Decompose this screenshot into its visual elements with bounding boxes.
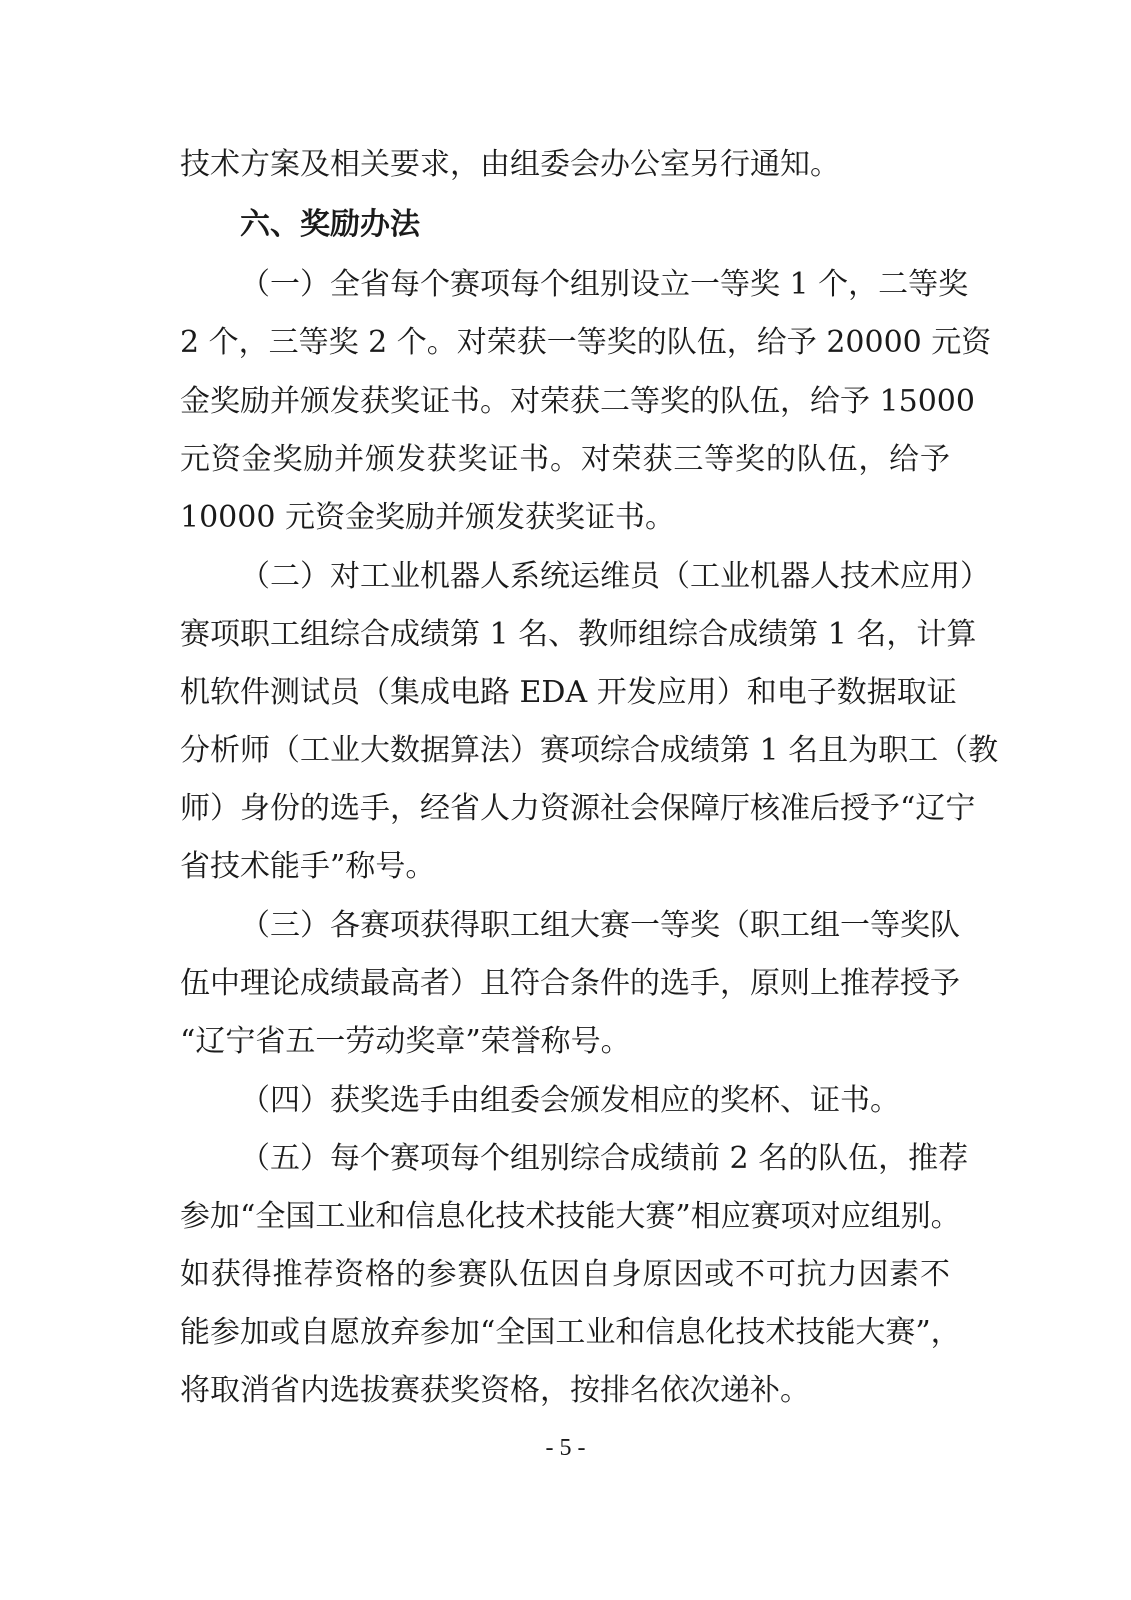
paragraph-2-line: （二）对工业机器人系统运维员（工业机器人技术应用） bbox=[240, 559, 990, 594]
paragraph-5-line: （五）每个赛项每个组别综合成绩前 2 名的队伍，推荐 bbox=[240, 1141, 969, 1176]
paragraph-1-line: 金奖励并颁发获奖证书。对荣获二等奖的队伍，给予 15000 bbox=[180, 384, 975, 419]
page-number: - 5 - bbox=[545, 1435, 586, 1461]
paragraph-2-line: 机软件测试员（集成电路 EDA 开发应用）和电子数据取证 bbox=[180, 675, 957, 710]
paragraph-3-line: （三）各赛项获得职工组大赛一等奖（职工组一等奖队 bbox=[240, 908, 960, 943]
paragraph-4-line: （四）获奖选手由组委会颁发相应的奖杯、证书。 bbox=[240, 1083, 900, 1118]
paragraph-1-line: （一）全省每个赛项每个组别设立一等奖 1 个，二等奖 bbox=[240, 267, 969, 302]
paragraph-1-line: 元资金奖励并颁发获奖证书。对荣获三等奖的队伍，给予 bbox=[180, 442, 950, 477]
paragraph-1-line: 10000 元资金奖励并颁发获奖证书。 bbox=[180, 500, 675, 535]
paragraph-3-line: 伍中理论成绩最高者）且符合条件的选手，原则上推荐授予 bbox=[180, 966, 960, 1001]
paragraph-2-line: 分析师（工业大数据算法）赛项综合成绩第 1 名且为职工（教 bbox=[180, 733, 999, 768]
paragraph-5-line: 能参加或自愿放弃参加“全国工业和信息化技术技能大赛”， bbox=[180, 1315, 961, 1350]
paragraph-2-line: 师）身份的选手，经省人力资源社会保障厅核准后授予“辽宁 bbox=[180, 791, 976, 826]
body-line: 技术方案及相关要求，由组委会办公室另行通知。 bbox=[180, 147, 840, 182]
paragraph-2-line: 省技术能手”称号。 bbox=[180, 849, 436, 884]
section-heading: 六、奖励办法 bbox=[240, 207, 420, 242]
paragraph-1-line: 2 个，三等奖 2 个。对荣获一等奖的队伍，给予 20000 元资 bbox=[180, 325, 992, 360]
paragraph-2-line: 赛项职工组综合成绩第 1 名、教师组综合成绩第 1 名，计算 bbox=[180, 617, 977, 652]
paragraph-5-line: 如获得推荐资格的参赛队伍因自身原因或不可抗力因素不 bbox=[180, 1257, 950, 1292]
paragraph-5-line: 参加“全国工业和信息化技术技能大赛”相应赛项对应组别。 bbox=[180, 1199, 961, 1234]
paragraph-3-line: “辽宁省五一劳动奖章”荣誉称号。 bbox=[180, 1024, 631, 1059]
paragraph-5-line: 将取消省内选拔赛获奖资格，按排名依次递补。 bbox=[180, 1373, 810, 1408]
